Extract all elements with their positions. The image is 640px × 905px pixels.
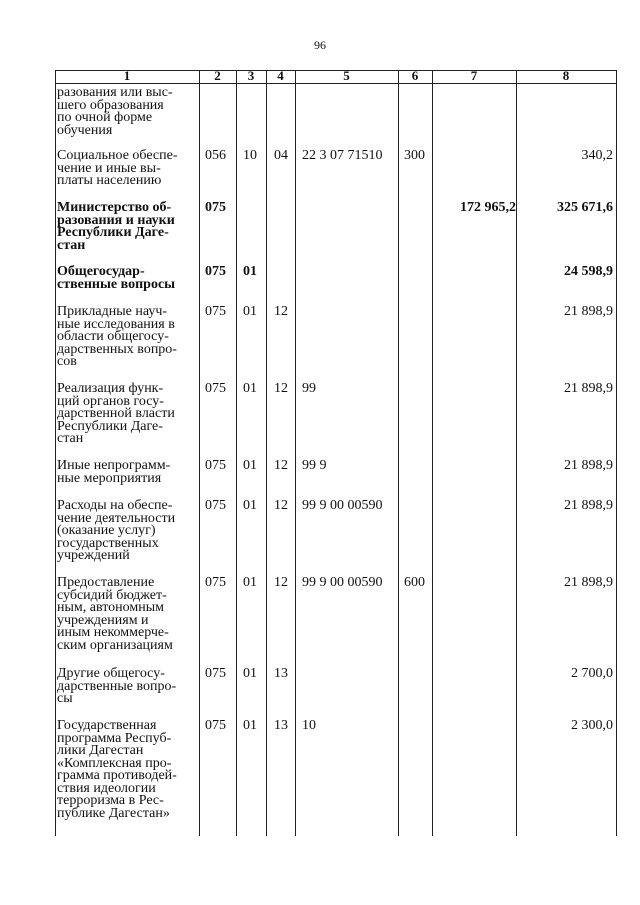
header-col-2: 2 xyxy=(214,68,221,83)
header-bottom-border xyxy=(55,83,617,84)
row-name-line: разования и науки xyxy=(57,212,175,228)
cell-target-article: 22 3 07 71510 xyxy=(302,148,383,163)
row-name-line: иным некоммерче- xyxy=(57,625,169,640)
cell-amount-8: 340,2 xyxy=(581,148,613,163)
cell-subsection: 13 xyxy=(274,666,288,681)
row-name-line: платы населению xyxy=(57,173,162,188)
column-border xyxy=(236,70,237,836)
cell-amount-8: 21 898,9 xyxy=(564,575,613,590)
column-border xyxy=(398,70,399,836)
cell-section: 01 xyxy=(243,718,257,733)
column-border xyxy=(432,70,433,836)
row-name-line: государственных xyxy=(57,535,159,551)
row-name-line: области общегосу- xyxy=(57,329,169,344)
cell-section: 10 xyxy=(243,148,257,163)
cell-ministry-code: 075 xyxy=(205,304,226,319)
row-name-line: шего образования xyxy=(57,97,164,113)
column-border xyxy=(55,70,56,836)
cell-target-article: 10 xyxy=(302,718,316,733)
row-name-line: ные мероприятия xyxy=(57,470,162,486)
cell-section: 01 xyxy=(243,264,257,279)
row-name-line: Республики Даге- xyxy=(57,418,163,434)
cell-section: 01 xyxy=(243,498,257,513)
row-name-line: лики Дагестан xyxy=(57,743,144,758)
cell-section: 01 xyxy=(243,381,257,396)
cell-ministry-code: 075 xyxy=(205,458,226,473)
cell-section: 01 xyxy=(243,304,257,319)
budget-table xyxy=(55,70,617,836)
row-name-line: чение деятельности xyxy=(57,510,176,526)
row-name-line: по очной форме xyxy=(57,110,153,125)
row-name-line: ским организациям xyxy=(57,637,173,653)
cell-subsection: 12 xyxy=(274,458,288,473)
cell-subsection: 13 xyxy=(274,718,288,733)
cell-amount-8: 21 898,9 xyxy=(564,304,613,319)
page-number: 96 xyxy=(314,38,326,52)
column-border xyxy=(616,70,617,836)
row-name-line: Государственная xyxy=(57,718,157,733)
row-name-line: Министерство об- xyxy=(57,200,172,215)
cell-amount-8: 2 300,0 xyxy=(571,718,613,733)
row-name-line: Республики Даге- xyxy=(57,225,169,240)
cell-amount-8: 24 598,9 xyxy=(564,264,613,279)
cell-section: 01 xyxy=(243,666,257,681)
row-name xyxy=(57,383,195,446)
row-name-line: Общегосудар- xyxy=(57,264,145,279)
cell-ministry-code: 075 xyxy=(205,264,226,279)
cell-ministry-code: 056 xyxy=(205,148,226,163)
header-col-8: 8 xyxy=(562,68,570,83)
row-name-line: ственные вопросы xyxy=(57,276,176,292)
row-name xyxy=(57,668,195,706)
row-name-line: «Комплексная про- xyxy=(57,755,172,771)
row-name-line: стан xyxy=(57,431,84,446)
cell-section: 01 xyxy=(243,458,257,473)
row-name-line: ствия идеологии xyxy=(57,780,156,796)
row-name-line: ные исследования в xyxy=(57,316,175,332)
row-name-line: обучения xyxy=(57,122,113,138)
row-name-line: дарственных вопро- xyxy=(57,341,177,357)
cell-ministry-code: 075 xyxy=(205,498,226,513)
cell-amount-8: 21 898,9 xyxy=(564,458,613,473)
row-name xyxy=(57,87,195,137)
row-name-line: терроризма в Рес- xyxy=(57,793,164,808)
cell-expense-type: 600 xyxy=(404,575,425,590)
row-name-line: Иные непрограмм- xyxy=(57,458,171,473)
header-col-1: 1 xyxy=(123,68,131,83)
row-name xyxy=(57,150,195,188)
cell-subsection: 12 xyxy=(274,381,288,396)
row-name-line: разования или выс- xyxy=(57,85,173,100)
header-col-5: 5 xyxy=(343,68,350,83)
header-col-7: 7 xyxy=(470,68,478,83)
cell-ministry-code: 075 xyxy=(205,718,226,733)
cell-amount-7: 172 965,2 xyxy=(460,200,516,215)
row-name xyxy=(57,460,195,485)
cell-ministry-code: 075 xyxy=(205,381,226,396)
table-header-row xyxy=(55,70,617,83)
cell-amount-8: 21 898,9 xyxy=(564,381,613,396)
row-name-line: сов xyxy=(57,354,77,369)
cell-ministry-code: 075 xyxy=(205,666,226,681)
cell-target-article: 99 9 00 00590 xyxy=(302,575,383,590)
row-name-line: субсидий бюджет- xyxy=(57,587,167,603)
cell-ministry-code: 075 xyxy=(205,575,226,590)
cell-expense-type: 300 xyxy=(404,148,425,163)
row-name-line: (оказание услуг) xyxy=(57,523,156,538)
row-name xyxy=(57,266,195,291)
row-name-line: Расходы на обеспе- xyxy=(57,498,173,513)
cell-subsection: 12 xyxy=(274,304,288,319)
cell-section: 01 xyxy=(243,575,257,590)
row-name xyxy=(57,202,195,252)
cell-target-article: 99 xyxy=(302,381,316,396)
header-col-3: 3 xyxy=(247,68,255,83)
row-name-line: грамма противодей- xyxy=(57,768,177,783)
row-name-line: программа Респуб- xyxy=(57,730,172,746)
header-col-6: 6 xyxy=(411,68,419,83)
row-name-line: сы xyxy=(57,691,73,706)
row-name-line: Предоставление xyxy=(57,575,155,590)
cell-subsection: 12 xyxy=(274,575,288,590)
row-name-line: публике Дагестан» xyxy=(57,805,170,821)
row-name xyxy=(57,577,195,652)
cell-amount-8: 21 898,9 xyxy=(564,498,613,513)
row-name-line: стан xyxy=(57,237,86,253)
row-name-line: Другие общегосу- xyxy=(57,666,165,681)
column-border xyxy=(516,70,517,836)
cell-amount-8: 325 671,6 xyxy=(557,200,613,215)
row-name xyxy=(57,306,195,369)
cell-target-article: 99 9 00 00590 xyxy=(302,498,383,513)
cell-amount-8: 2 700,0 xyxy=(571,666,613,681)
cell-subsection: 12 xyxy=(274,498,288,513)
row-name-line: Прикладные науч- xyxy=(57,304,168,319)
row-name-line: Социальное обеспе- xyxy=(57,148,178,163)
cell-target-article: 99 9 xyxy=(302,458,327,473)
row-name-line: Реализация функ- xyxy=(57,381,164,396)
row-name-line: дарственной власти xyxy=(57,406,175,421)
row-name-line: учреждений xyxy=(57,548,130,563)
row-name-line: учреждениям и xyxy=(57,612,149,628)
row-name xyxy=(57,500,195,563)
column-border xyxy=(199,70,200,836)
row-name xyxy=(57,720,195,820)
header-col-4: 4 xyxy=(277,68,284,83)
row-name-line: дарственные вопро- xyxy=(57,678,177,694)
row-name-line: ций органов госу- xyxy=(57,393,164,409)
row-name-line: чение и иные вы- xyxy=(57,160,161,176)
cell-subsection: 04 xyxy=(274,148,288,163)
row-name-line: ным, автономным xyxy=(57,600,165,615)
cell-ministry-code: 075 xyxy=(205,200,226,215)
